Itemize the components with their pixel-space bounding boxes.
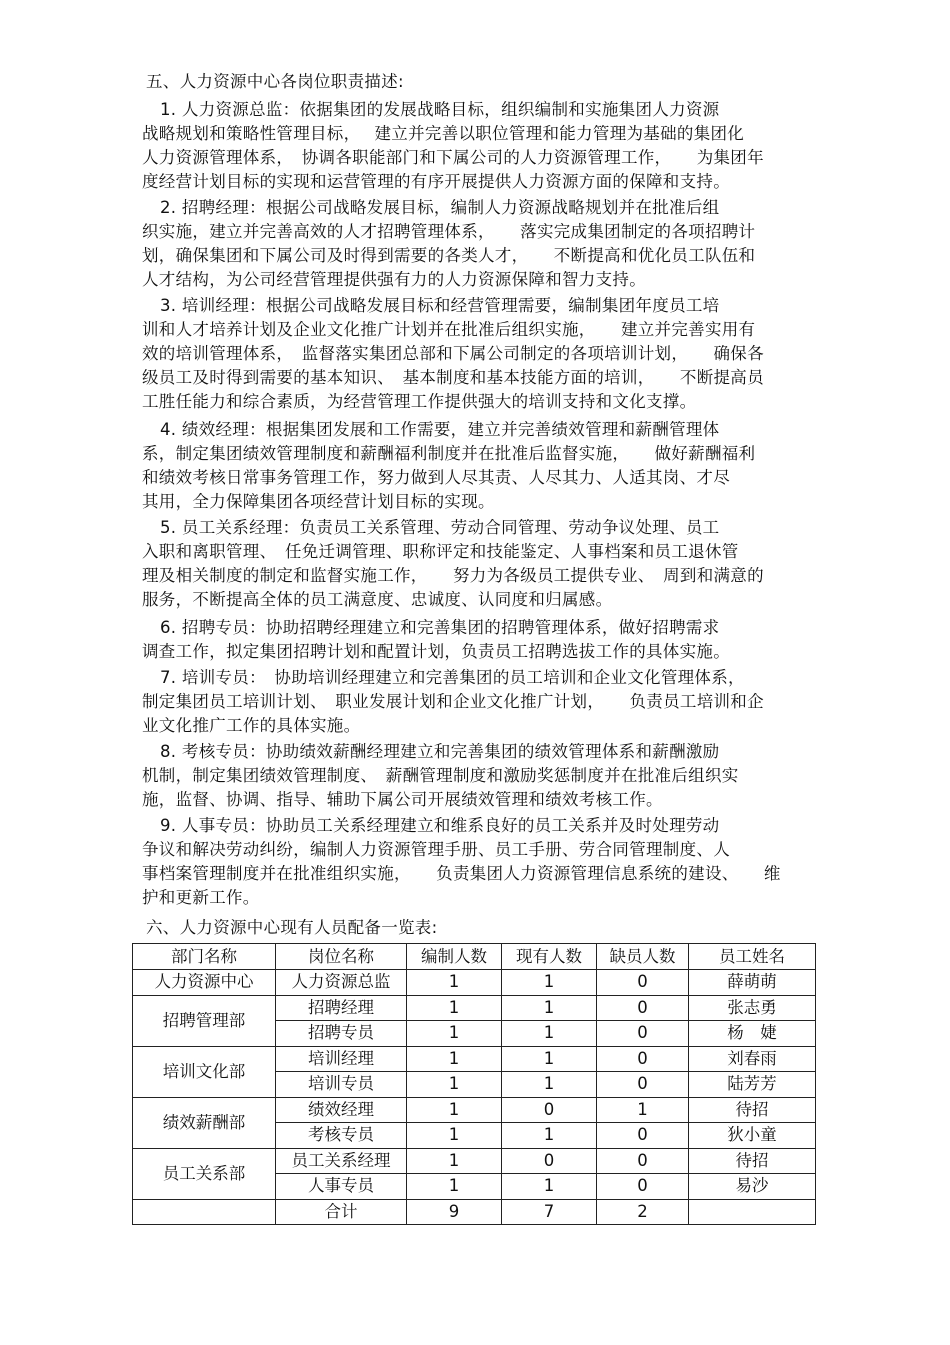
planned-cell: 1 xyxy=(407,1174,502,1200)
planned-cell: 1 xyxy=(407,970,502,996)
position-cell: 员工关系经理 xyxy=(276,1148,407,1174)
vacant-cell: 0 xyxy=(597,1174,689,1200)
paragraph-line: 和绩效考核日常事务管理工作，努力做到人尽其责、人尽其力、人适其岗、才尽 xyxy=(142,468,730,487)
header-position: 岗位名称 xyxy=(276,944,407,970)
planned-cell: 1 xyxy=(407,1148,502,1174)
planned-cell: 1 xyxy=(407,1123,502,1149)
paragraph-line: 人力资源管理体系， 协调各职能部门和下属公司的人力资源管理工作， 为集团年 xyxy=(142,148,764,167)
planned-cell: 1 xyxy=(407,995,502,1021)
paragraph-line: 人才结构，为公司经营管理提供强有力的人力资源保障和智力支持。 xyxy=(142,270,646,289)
paragraph-line: 事档案管理制度并在批准组织实施， 负责集团人力资源管理信息系统的建设、 维 xyxy=(142,864,781,883)
position-cell: 人事专员 xyxy=(276,1174,407,1200)
table-row xyxy=(133,995,816,1021)
header-name: 员工姓名 xyxy=(689,944,816,970)
section-5-title: 五、人力资源中心各岗位职责描述: xyxy=(146,72,404,91)
current-cell: 1 xyxy=(502,1046,597,1072)
dept-cell: 人力资源中心 xyxy=(133,970,276,996)
paragraph-line: 划，确保集团和下属公司及时得到需要的各类人才， 不断提高和优化员工队伍和 xyxy=(142,246,756,265)
paragraph-line: 施，监督、协调、指导、辅助下属公司开展绩效管理和绩效考核工作。 xyxy=(142,790,663,809)
paragraph-line: 织实施，建立并完善高效的人才招聘管理体系， 落实完成集团制定的各项招聘计 xyxy=(142,222,756,241)
paragraph-line: 机制，制定集团绩效管理制度、 薪酬管理制度和激励奖惩制度并在批准后组织实 xyxy=(142,766,739,785)
employee-name-cell: 狄小童 xyxy=(689,1123,816,1149)
paragraph-line: 度经营计划目标的实现和运营管理的有序开展提供人力资源方面的保障和支持。 xyxy=(142,172,730,191)
vacant-cell: 0 xyxy=(597,970,689,996)
vacant-cell: 0 xyxy=(597,1123,689,1149)
employee-name-cell: 易沙 xyxy=(689,1174,816,1200)
vacant-cell: 0 xyxy=(597,1148,689,1174)
paragraph-line: 理及相关制度的制定和监督实施工作， 努力为各级员工提供专业、 周到和满意的 xyxy=(142,566,764,585)
planned-cell: 1 xyxy=(407,1072,502,1098)
current-cell: 0 xyxy=(502,1148,597,1174)
total-current-cell: 7 xyxy=(502,1199,597,1225)
header-current: 现有人数 xyxy=(502,944,597,970)
current-cell: 1 xyxy=(502,995,597,1021)
paragraph-line: 工胜任能力和综合素质，为经营管理工作提供强大的培训支持和文化支撑。 xyxy=(142,392,697,411)
vacant-cell: 0 xyxy=(597,1072,689,1098)
employee-name-cell: 杨 婕 xyxy=(689,1021,816,1047)
paragraph-line: 系，制定集团绩效管理制度和薪酬福利制度并在批准后监督实施， 做好薪酬福利 xyxy=(142,444,756,463)
paragraph-line: 制定集团员工培训计划、 职业发展计划和企业文化推广计划， 负责员工培训和企 xyxy=(142,692,764,711)
paragraph-first-line: 4. 绩效经理：根据集团发展和工作需要，建立并完善绩效管理和薪酬管理体 xyxy=(160,420,720,439)
paragraph-line: 争议和解决劳动纠纷，编制人力资源管理手册、员工手册、劳合同管理制度、人 xyxy=(142,840,730,859)
paragraph-line: 服务，不断提高全体的员工满意度、忠诚度、认同度和归属感。 xyxy=(142,590,613,609)
paragraph-first-line: 1. 人力资源总监：依据集团的发展战略目标，组织编制和实施集团人力资源 xyxy=(160,100,720,119)
table-row xyxy=(133,1148,816,1174)
position-cell: 考核专员 xyxy=(276,1123,407,1149)
vacant-cell: 0 xyxy=(597,995,689,1021)
paragraph-first-line: 7. 培训专员： 协助培训经理建立和完善集团的员工培训和企业文化管理体系， xyxy=(160,668,745,687)
employee-name-cell: 刘春雨 xyxy=(689,1046,816,1072)
employee-name-cell: 张志勇 xyxy=(689,995,816,1021)
total-dept-cell xyxy=(133,1199,276,1225)
paragraph-line: 战略规划和策略性管理目标， 建立并完善以职位管理和能力管理为基础的集团化 xyxy=(142,124,745,143)
paragraph-line: 效的培训管理体系， 监督落实集团总部和下属公司制定的各项培训计划， 确保各 xyxy=(142,344,764,363)
total-name-cell xyxy=(689,1199,816,1225)
paragraph-first-line: 6. 招聘专员：协助招聘经理建立和完善集团的招聘管理体系，做好招聘需求 xyxy=(160,618,720,637)
paragraph-first-line: 3. 培训经理：根据公司战略发展目标和经营管理需要，编制集团年度员工培 xyxy=(160,296,720,315)
paragraph-line: 级员工及时得到需要的基本知识、 基本制度和基本技能方面的培训， 不断提高员 xyxy=(142,368,764,387)
total-vacant-cell: 2 xyxy=(597,1199,689,1225)
dept-cell: 招聘管理部 xyxy=(133,995,276,1046)
header-dept: 部门名称 xyxy=(133,944,276,970)
current-cell: 1 xyxy=(502,1072,597,1098)
employee-name-cell: 薛萌萌 xyxy=(689,970,816,996)
employee-name-cell: 陆芳芳 xyxy=(689,1072,816,1098)
vacant-cell: 0 xyxy=(597,1046,689,1072)
vacant-cell: 1 xyxy=(597,1097,689,1123)
staffing-table xyxy=(132,943,816,1225)
current-cell: 1 xyxy=(502,1123,597,1149)
paragraph-line: 调查工作，拟定集团招聘计划和配置计划，负责员工招聘选拔工作的具体实施。 xyxy=(142,642,730,661)
paragraph-line: 其用，全力保障集团各项经营计划目标的实现。 xyxy=(142,492,495,511)
employee-name-cell: 待招 xyxy=(689,1097,816,1123)
section-6-title: 六、人力资源中心现有人员配备一览表: xyxy=(146,918,438,937)
paragraph-first-line: 8. 考核专员：协助绩效薪酬经理建立和完善集团的绩效管理体系和薪酬激励 xyxy=(160,742,720,761)
paragraph-line: 护和更新工作。 xyxy=(142,888,260,907)
table-row xyxy=(133,1046,816,1072)
paragraph-line: 训和人才培养计划及企业文化推广计划并在批准后组织实施， 建立并完善实用有 xyxy=(142,320,756,339)
current-cell: 0 xyxy=(502,1097,597,1123)
dept-cell: 培训文化部 xyxy=(133,1046,276,1097)
header-planned: 编制人数 xyxy=(407,944,502,970)
planned-cell: 1 xyxy=(407,1097,502,1123)
current-cell: 1 xyxy=(502,1174,597,1200)
employee-name-cell: 待招 xyxy=(689,1148,816,1174)
paragraph-first-line: 2. 招聘经理：根据公司战略发展目标，编制人力资源战略规划并在批准后组 xyxy=(160,198,720,217)
current-cell: 1 xyxy=(502,970,597,996)
position-cell: 招聘专员 xyxy=(276,1021,407,1047)
paragraph-first-line: 9. 人事专员：协助员工关系经理建立和维系良好的员工关系并及时处理劳动 xyxy=(160,816,720,835)
total-planned-cell: 9 xyxy=(407,1199,502,1225)
position-cell: 培训经理 xyxy=(276,1046,407,1072)
dept-cell: 员工关系部 xyxy=(133,1148,276,1199)
planned-cell: 1 xyxy=(407,1046,502,1072)
position-cell: 招聘经理 xyxy=(276,995,407,1021)
position-cell: 培训专员 xyxy=(276,1072,407,1098)
dept-cell: 绩效薪酬部 xyxy=(133,1097,276,1148)
paragraph-line: 入职和离职管理、 任免迁调管理、职称评定和技能鉴定、人事档案和员工退休管 xyxy=(142,542,739,561)
paragraph-first-line: 5. 员工关系经理：负责员工关系管理、劳动合同管理、劳动争议处理、员工 xyxy=(160,518,720,537)
total-label-cell: 合计 xyxy=(276,1199,407,1225)
table-header-row xyxy=(133,944,816,970)
header-vacant: 缺员人数 xyxy=(597,944,689,970)
table-row xyxy=(133,970,816,996)
vacant-cell: 0 xyxy=(597,1021,689,1047)
planned-cell: 1 xyxy=(407,1021,502,1047)
total-row xyxy=(133,1199,816,1225)
table-row xyxy=(133,1097,816,1123)
current-cell: 1 xyxy=(502,1021,597,1047)
position-cell: 人力资源总监 xyxy=(276,970,407,996)
position-cell: 绩效经理 xyxy=(276,1097,407,1123)
paragraph-line: 业文化推广工作的具体实施。 xyxy=(142,716,361,735)
